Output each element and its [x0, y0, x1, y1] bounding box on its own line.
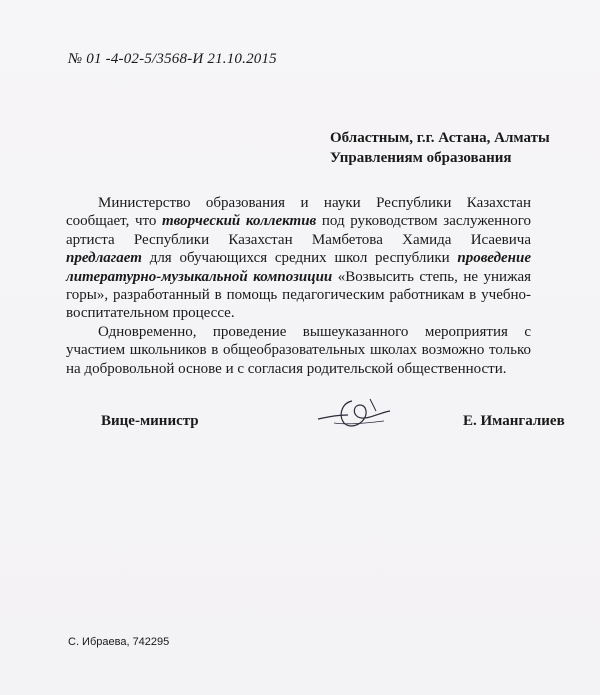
addressee-block [330, 128, 550, 168]
addressee-line-2: Управлениям образования [330, 150, 512, 166]
addressee-line-1: Областным, г.г. Астана, Алматы [330, 130, 550, 146]
paragraph-1-text-2: под руководством заслуженного артиста Республики Казахстан Мамбетова Хамида Исаевича [66, 213, 531, 248]
signatory-title: Вице-министр [101, 413, 199, 429]
paragraph-1 [66, 194, 531, 323]
paragraph-1-text-1: Министерство образования и науки Республики Казахстан сообщает, что [66, 195, 531, 230]
paragraph-2: Одновременно, проведение вышеуказанного мероприятия с участием школьников в общеобразовательных школах возможно только на добровольной основе и с согласия родительской общественности. [66, 323, 531, 377]
handwritten-signature [314, 393, 394, 433]
document-number: № 01 -4-02-5/3568-И 21.10.2015 [68, 51, 277, 67]
emphasis-proposes: предлагает [66, 250, 142, 267]
emphasis-creative-team: творческий коллектив [162, 213, 317, 230]
letter-body [66, 194, 531, 378]
paragraph-1-text-4: «Возвысить степь, не унижая горы», разработанный в помощь педагогическим работникам в учебно-воспитательном процессе. [66, 268, 532, 322]
executor-note: С. Ибраева, 742295 [68, 636, 170, 648]
emphasis-composition: проведение литературно-музыкальной композиции [66, 250, 531, 285]
signatory-name: Е. Имангалиев [463, 413, 565, 429]
paragraph-1-text-3: для обучающихся средних школ республики [141, 250, 458, 267]
